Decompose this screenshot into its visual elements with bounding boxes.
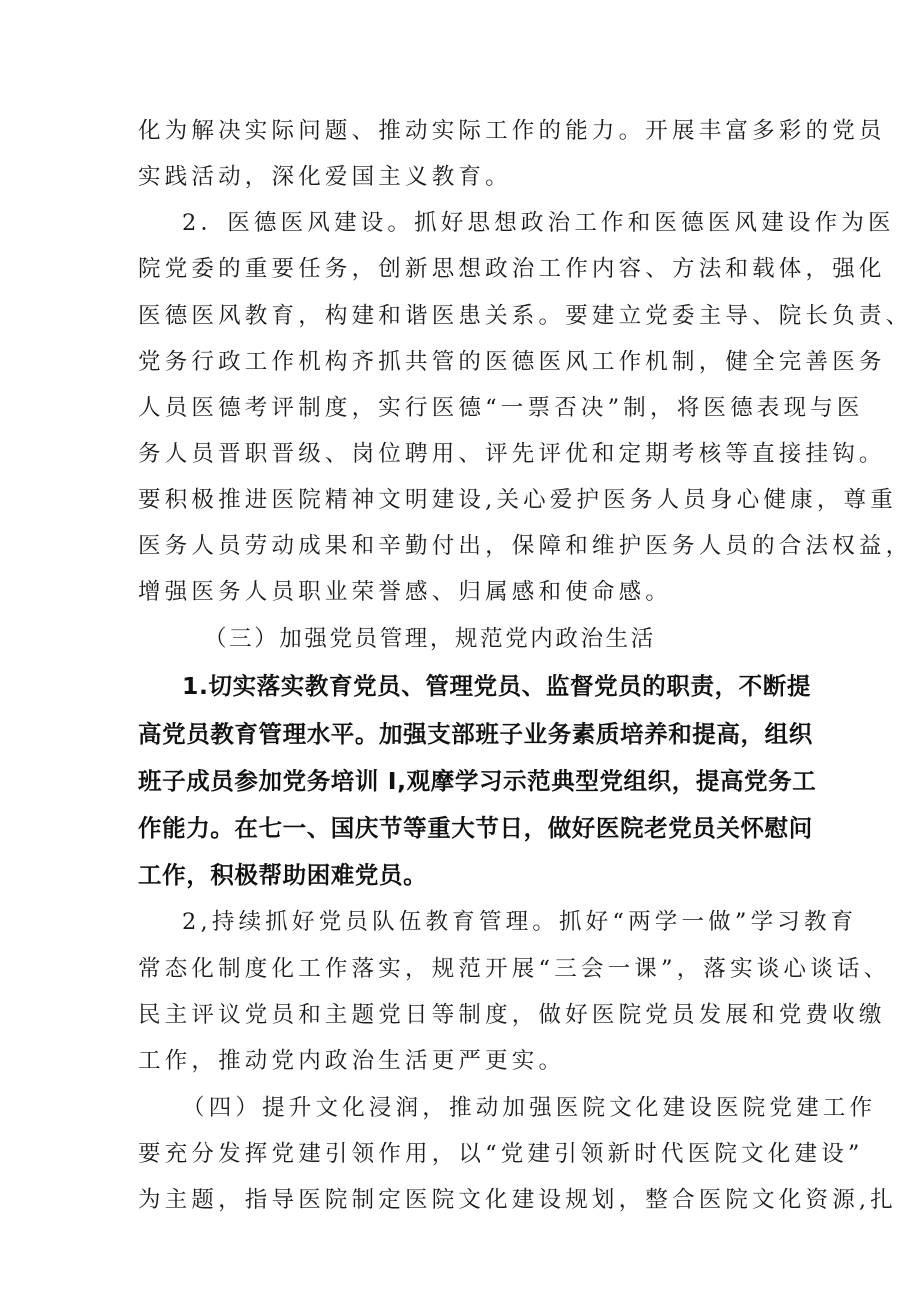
text-line: 要积极推进医院精神文明建设,关心爱护医务人员身心健康，尊重 [138,487,897,513]
text-line: 工作，积极帮助困难党员。 [138,861,428,889]
text-line: 为主题，指导医院制定医院文化建设规划，整合医院文化资源,扎 [138,1187,897,1213]
text-line: 班子成员参加党务培训 I,观摩学习示范典型党组织，提高党务工 [138,767,817,795]
text-line: 要充分发挥党建引领作用，以“党建引领新时代医院文化建设” [138,1141,864,1167]
text-line: 增强医务人员职业荣誉感、归属感和使命感。 [138,579,673,605]
text-line: 常态化制度化工作落实，规范开展“三会一课”，落实谈心谈话、 [138,956,891,982]
text-line: 民主评议党员和主题党日等制度，做好医院党员发展和党费收缴 [138,1002,886,1028]
text-line: 医务人员劳动成果和辛勤付出，保障和维护医务人员的合法权益， [138,533,913,559]
section-heading: （三）加强党员管理，规范党内政治生活 [204,626,656,652]
text-line: 化为解决实际问题、推动实际工作的能力。开展丰富多彩的党员 [138,118,886,144]
text-line: （四）提升文化浸润，推动加强医院文化建设医院党建工作 [182,1095,877,1121]
text-line: 高党员教育管理水平。加强支部班子业务素质培养和提高，组织 [138,720,813,748]
text-line: 人员医德考评制度，实行医德“一票否决”制，将医德表现与医 [138,395,864,421]
text-line: 作能力。在七一、国庆节等重大节日，做好医院老党员关怀慰问 [138,814,813,842]
text-line: 2,持续抓好党员队伍教育管理。抓好“两学一做”学习教育 [182,909,858,935]
text-line: 医德医风教育，构建和谐医患关系。要建立党委主导、院长负责、 [138,303,913,329]
text-line: 务人员晋职晋级、岗位聘用、评先评优和定期考核等直接挂钩。 [138,441,886,467]
text-line: 1.切实落实教育党员、管理党员、监督党员的职责，不断提 [182,672,811,700]
text-line: 工作，推动党内政治生活更严更实。 [138,1048,566,1074]
text-line: 实践活动，深化爱国主义教育。 [138,164,512,190]
text-line: 院党委的重要任务，创新思想政治工作内容、方法和载体，强化 [138,256,886,282]
text-line: 2．医德医风建设。抓好思想政治工作和医德医风建设作为医 [182,210,895,236]
text-line: 党务行政工作机构齐抓共管的医德医风工作机制，健全完善医务 [138,349,886,375]
